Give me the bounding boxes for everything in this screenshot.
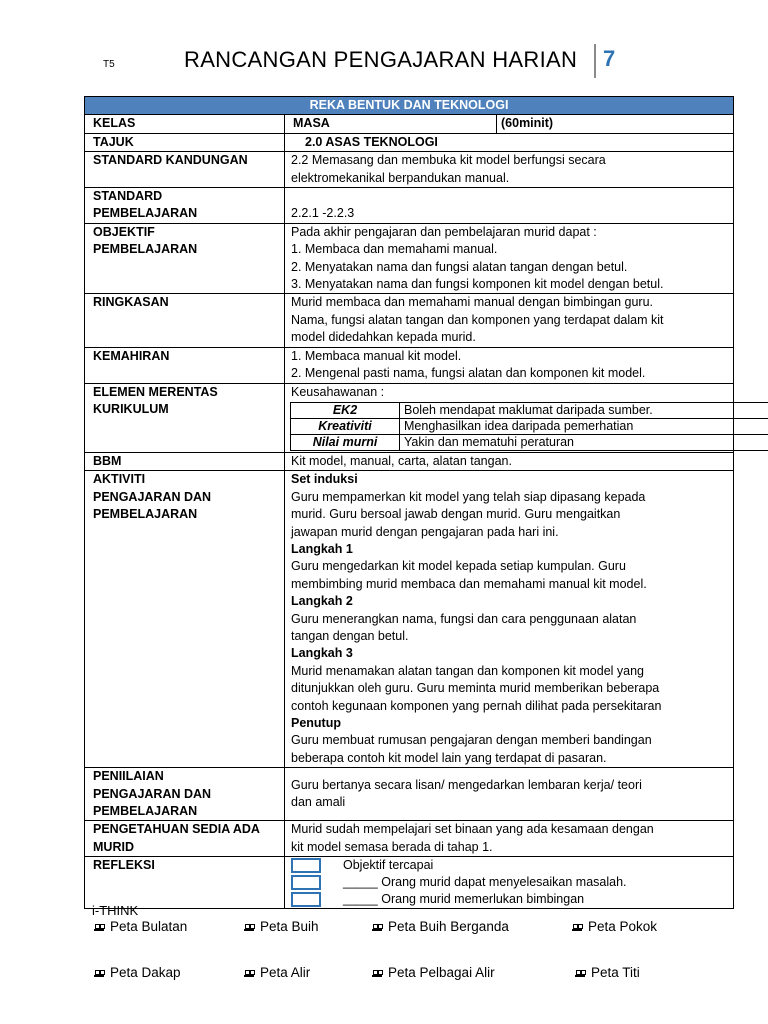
sp-value-text: 2.2.1 -2.2.3	[291, 206, 355, 221]
langkah-3-title: Langkah 3	[291, 646, 353, 661]
sp-label	[85, 188, 285, 224]
title-divider	[594, 44, 596, 78]
refleksi-checkbox[interactable]	[291, 892, 321, 907]
map-label: Peta Alir	[260, 965, 311, 980]
kelas-label: KELAS	[85, 115, 285, 133]
ithink-title: i-THINK	[92, 903, 139, 918]
sk-value	[285, 152, 734, 188]
penilaian-label-line: PENIILAIAN	[93, 769, 164, 784]
pengetahuan-label	[85, 821, 285, 857]
penilaian-label-line: PEMBELAJARAN	[93, 804, 198, 819]
sk-line: 2.2 Memasang dan membuka kit model berfungsi secara	[291, 153, 606, 168]
refleksi-value	[285, 857, 734, 909]
aktiviti-line: contoh kegunaan komponen yang pernah dilihat pada persekitaran	[291, 698, 662, 713]
aktiviti-label-line: AKTIVITI	[93, 472, 146, 487]
refleksi-label: REFLEKSI	[85, 857, 285, 909]
aktiviti-label-line: PEMBELAJARAN	[93, 507, 198, 522]
map-icon	[572, 924, 582, 931]
refleksi-line: Objektif tercapai	[343, 858, 434, 873]
penilaian-line: dan amali	[291, 795, 346, 810]
lesson-plan-table	[84, 96, 734, 909]
elemen-desc: Yakin dan mematuhi peraturan	[400, 434, 768, 450]
duration-value: (60minit)	[497, 115, 734, 133]
elemen-table	[290, 402, 768, 451]
aktiviti-label	[85, 471, 285, 768]
ithink-map-item[interactable]	[244, 965, 310, 980]
refleksi-line: _____ Orang murid memerlukan bimbingan	[343, 892, 585, 907]
sp-value	[285, 188, 734, 224]
objektif-line: 3. Menyatakan nama dan fungsi komponen kit model dengan betul.	[291, 277, 664, 292]
ringkasan-line: model didedahkan kepada murid.	[291, 330, 476, 345]
subject-header: REKA BENTUK DAN TEKNOLOGI	[85, 97, 734, 115]
aktiviti-line: Murid menamakan alatan tangan dan komponen kit model yang	[291, 663, 644, 678]
induksi-title: Set induksi	[291, 472, 358, 487]
ithink-map-item[interactable]	[94, 965, 181, 980]
elemen-key: Nilai murni	[291, 434, 400, 450]
penilaian-line: Guru bertanya secara lisan/ mengedarkan lembaran kerja/ teori	[291, 777, 642, 792]
elemen-desc: Menghasilkan idea daripada pemerhatian	[400, 418, 768, 434]
aktiviti-line: Guru membuat rumusan pengajaran dengan memberi bandingan	[291, 733, 652, 748]
map-label: Peta Pelbagai Alir	[388, 965, 495, 980]
elemen-label-line: ELEMEN MERENTAS	[93, 384, 218, 399]
ithink-map-item[interactable]	[372, 919, 509, 934]
langkah-2-title: Langkah 2	[291, 594, 353, 609]
elemen-row	[291, 434, 768, 450]
aktiviti-line: membimbing murid membaca dan memahami manual kit model.	[291, 576, 647, 591]
map-icon	[372, 924, 382, 931]
map-icon	[575, 970, 585, 977]
elemen-value	[285, 383, 734, 452]
map-icon	[94, 924, 104, 931]
ithink-map-item[interactable]	[572, 919, 657, 934]
aktiviti-line: jawapan murid dengan pengajaran pada hari ini.	[291, 524, 559, 539]
bbm-label: BBM	[85, 452, 285, 470]
elemen-key: Kreativiti	[291, 418, 400, 434]
penilaian-label-line: PENGAJARAN DAN	[93, 786, 212, 801]
elemen-desc: Boleh mendapat maklumat daripada sumber.	[400, 402, 768, 418]
pengetahuan-label-line: MURID	[93, 839, 134, 854]
sp-label-line: STANDARD	[93, 189, 163, 204]
masa-label: MASA	[285, 115, 497, 133]
ringkasan-line: Nama, fungsi alatan tangan dan komponen yang terdapat dalam kit	[291, 312, 664, 327]
aktiviti-value	[285, 471, 734, 768]
objektif-line: 2. Menyatakan nama dan fungsi alatan tangan dengan betul.	[291, 259, 628, 274]
langkah-1-title: Langkah 1	[291, 541, 353, 556]
ithink-map-item[interactable]	[244, 919, 319, 934]
ringkasan-value	[285, 294, 734, 347]
objektif-line: 1. Membaca dan memahami manual.	[291, 242, 498, 257]
objektif-label-line: PEMBELAJARAN	[93, 242, 198, 257]
map-label: Peta Bulatan	[110, 919, 188, 934]
aktiviti-line: ditunjukkan oleh guru. Guru meminta murid memberikan beberapa	[291, 681, 660, 696]
tajuk-label: TAJUK	[85, 133, 285, 151]
kemahiran-label: KEMAHIRAN	[85, 347, 285, 383]
objektif-label	[85, 223, 285, 294]
map-icon	[244, 924, 254, 931]
refleksi-row	[291, 857, 725, 874]
kemahiran-line: 2. Mengenal pasti nama, fungsi alatan dan komponen kit model.	[291, 366, 646, 381]
map-icon	[94, 970, 104, 977]
elemen-key: EK2	[291, 402, 400, 418]
ithink-map-item[interactable]	[94, 919, 187, 934]
penutup-title: Penutup	[291, 716, 341, 730]
aktiviti-line: Guru menerangkan nama, fungsi dan cara penggunaan alatan	[291, 611, 637, 626]
aktiviti-line: tangan dengan betul.	[291, 628, 409, 643]
map-label: Peta Dakap	[110, 965, 181, 980]
page-title: RANCANGAN PENGAJARAN HARIAN	[184, 47, 578, 72]
map-icon	[244, 970, 254, 977]
refleksi-row	[291, 891, 725, 908]
form-code: T5	[103, 59, 115, 70]
objektif-label-line: OBJEKTIF	[93, 224, 155, 239]
elemen-row	[291, 402, 768, 418]
sk-line: elektromekanikal berpandukan manual.	[291, 170, 510, 185]
map-label: Peta Pokok	[588, 919, 658, 934]
page-header	[0, 40, 768, 82]
aktiviti-line: Guru mempamerkan kit model yang telah siap dipasang kepada	[291, 489, 646, 504]
pengetahuan-value	[285, 821, 734, 857]
aktiviti-line: beberapa contoh kit model lain yang terdapat di pasaran.	[291, 750, 607, 765]
map-label: Peta Buih Berganda	[388, 919, 509, 934]
aktiviti-line: Guru mengedarkan kit model kepada setiap kumpulan. Guru	[291, 559, 626, 574]
map-label: Peta Titi	[591, 965, 640, 980]
aktiviti-label-line: PENGAJARAN DAN	[93, 489, 212, 504]
refleksi-line: _____ Orang murid dapat menyelesaikan masalah.	[343, 875, 627, 890]
elemen-label-line: KURIKULUM	[93, 401, 169, 416]
tajuk-value: 2.0 ASAS TEKNOLOGI	[285, 133, 734, 151]
pengetahuan-line: Murid sudah mempelajari set binaan yang ada kesamaan dengan	[291, 822, 654, 837]
kemahiran-value	[285, 347, 734, 383]
map-label: Peta Buih	[260, 919, 319, 934]
elemen-row	[291, 418, 768, 434]
ringkasan-line: Murid membaca dan memahami manual dengan bimbingan guru.	[291, 295, 654, 310]
pengetahuan-line: kit model semasa berada di tahap 1.	[291, 839, 493, 854]
sp-label-line: PEMBELAJARAN	[93, 206, 198, 221]
penilaian-label	[85, 768, 285, 821]
refleksi-checkbox[interactable]	[291, 858, 321, 873]
elemen-label	[85, 383, 285, 452]
ithink-map-item[interactable]	[372, 965, 495, 980]
refleksi-checkbox[interactable]	[291, 875, 321, 890]
sk-label: STANDARD KANDUNGAN	[85, 152, 285, 188]
penilaian-value	[285, 768, 734, 821]
elemen-intro: Keusahawanan :	[291, 384, 385, 399]
kemahiran-line: 1. Membaca manual kit model.	[291, 348, 462, 363]
ringkasan-label: RINGKASAN	[85, 294, 285, 347]
pengetahuan-label-line: PENGETAHUAN SEDIA ADA	[93, 822, 260, 837]
objektif-line: Pada akhir pengajaran dan pembelajaran murid dapat :	[291, 224, 597, 239]
lesson-number: 7	[603, 46, 616, 71]
aktiviti-line: murid. Guru bersoal jawab dengan murid. Guru mengaitkan	[291, 507, 621, 522]
ithink-map-item[interactable]	[575, 965, 640, 980]
objektif-value	[285, 223, 734, 294]
bbm-value: Kit model, manual, carta, alatan tangan.	[285, 452, 734, 470]
refleksi-row	[291, 874, 725, 891]
map-icon	[372, 970, 382, 977]
